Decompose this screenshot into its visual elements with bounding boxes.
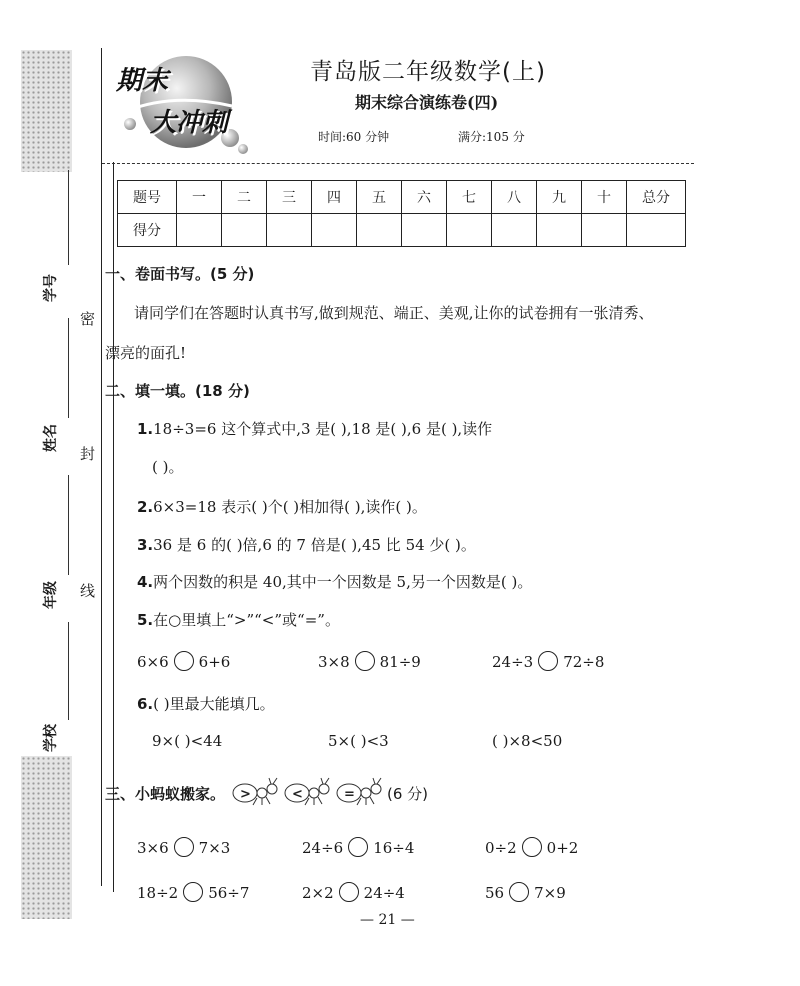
question-number: 5. [137, 611, 154, 629]
section-2-title: 二、填一填。(18 分) [105, 382, 250, 400]
compare-item [302, 882, 405, 902]
compare-right: 72÷8 [563, 653, 605, 671]
compare-right: 56÷7 [208, 884, 250, 902]
cell-score[interactable] [582, 214, 627, 247]
compare-left: 18÷2 [137, 884, 179, 902]
cell-header: 十 [582, 181, 627, 214]
cell-header: 一 [177, 181, 222, 214]
ant-icon-greater [231, 776, 283, 810]
margin-pattern-top [21, 50, 72, 172]
label-student-id: 学号 [43, 274, 59, 302]
question-text: ( )里最大能填几。 [153, 695, 275, 713]
compare-right: 16÷4 [373, 839, 415, 857]
compare-left: 2×2 [302, 884, 334, 902]
compare-left: 24÷6 [302, 839, 344, 857]
cell-score[interactable] [627, 214, 686, 247]
score-table-score-row [118, 214, 686, 247]
answer-circle[interactable] [348, 837, 368, 857]
blank-name[interactable] [68, 318, 69, 418]
compare-right: 24÷4 [363, 884, 405, 902]
cell-score[interactable] [177, 214, 222, 247]
cell-score[interactable] [447, 214, 492, 247]
cell-score[interactable] [492, 214, 537, 247]
question-6 [137, 693, 275, 714]
cell-score[interactable] [222, 214, 267, 247]
cell-score[interactable] [402, 214, 447, 247]
question-4 [137, 571, 532, 592]
score-table-header-row [118, 181, 686, 214]
blank-grade[interactable] [68, 475, 69, 575]
compare-right: 0+2 [546, 839, 579, 857]
compare-left: 6×6 [137, 653, 169, 671]
seal-char-feng: 封 [80, 445, 96, 463]
answer-circle[interactable] [509, 882, 529, 902]
question-text: 6×3=18 表示( )个( )相加得( ),读作( )。 [153, 498, 427, 516]
cell-header: 三 [267, 181, 312, 214]
compare-item [302, 837, 414, 857]
cell-header: 总分 [627, 181, 686, 214]
question-text: 在○里填上“>”“<”或“=”。 [153, 611, 340, 629]
compare-right: 7×3 [198, 839, 231, 857]
question-text: 36 是 6 的( )倍,6 的 7 倍是( ),45 比 54 少( )。 [153, 536, 476, 554]
ant-icon-equal [335, 776, 387, 810]
compare-left: 56 [485, 884, 505, 902]
section-3-score: (6 分) [387, 784, 429, 803]
compare-right: 7×9 [534, 884, 566, 902]
page-number: — 21 — [360, 912, 415, 928]
section-3-title: 三、小蚂蚁搬家。 [105, 784, 226, 803]
cell-score[interactable] [312, 214, 357, 247]
margin-pattern-bottom [21, 756, 72, 919]
exam-full-score: 满分:105 分 [458, 130, 525, 144]
compare-left: 3×6 [137, 839, 169, 857]
fill-item: ( )×8<50 [492, 732, 563, 750]
question-number: 4. [137, 573, 154, 591]
cell-header: 五 [357, 181, 402, 214]
label-name: 姓名 [43, 424, 59, 452]
cell-header: 九 [537, 181, 582, 214]
ant-sign: = [344, 787, 355, 802]
question-number: 1. [137, 420, 154, 438]
logo-text-1: 期末 [116, 66, 169, 96]
fill-item: 9×( )<44 [152, 732, 223, 750]
blank-student-id[interactable] [68, 170, 69, 265]
logo [112, 52, 262, 160]
compare-item [137, 651, 230, 671]
seal-char-mi: 密 [80, 310, 96, 328]
answer-circle[interactable] [183, 882, 203, 902]
cell-header: 四 [312, 181, 357, 214]
answer-circle[interactable] [339, 882, 359, 902]
compare-item [318, 651, 421, 671]
answer-circle[interactable] [522, 837, 542, 857]
logo-text-2: 大冲刺 [150, 108, 229, 138]
compare-item [485, 882, 566, 902]
ant-sign: < [292, 787, 303, 802]
page-subtitle: 期末综合演练卷(四) [355, 93, 499, 112]
compare-item [137, 882, 249, 902]
compare-item [137, 837, 230, 857]
exam-time: 时间:60 分钟 [318, 130, 390, 144]
answer-circle[interactable] [174, 837, 194, 857]
section-1-text-line2: 漂亮的面孔! [105, 344, 187, 362]
compare-left: 24÷3 [492, 653, 534, 671]
label-grade: 年级 [43, 581, 59, 609]
margin-rule-1 [101, 48, 102, 886]
cell-header: 二 [222, 181, 267, 214]
question-1 [137, 418, 492, 439]
score-table [117, 180, 686, 247]
question-text: 两个因数的积是 40,其中一个因数是 5,另一个因数是( )。 [153, 573, 533, 591]
cell-header: 六 [402, 181, 447, 214]
ant-icon-less [283, 776, 335, 810]
section-1-title: 一、卷面书写。(5 分) [105, 265, 255, 283]
header-divider [102, 163, 694, 164]
compare-right: 81÷9 [379, 653, 421, 671]
compare-right: 6+6 [198, 653, 231, 671]
question-3 [137, 534, 476, 555]
compare-item [485, 837, 578, 857]
question-text: 18÷3=6 这个算式中,3 是( ),18 是( ),6 是( ),读作 [153, 420, 493, 438]
fill-item: 5×( )<3 [328, 732, 389, 750]
cell-score[interactable] [357, 214, 402, 247]
cell-header: 八 [492, 181, 537, 214]
blank-school[interactable] [68, 622, 69, 720]
question-number: 3. [137, 536, 154, 554]
ant-sign: > [240, 787, 251, 802]
answer-circle[interactable] [538, 651, 558, 671]
cell-score[interactable] [537, 214, 582, 247]
compare-item [492, 651, 604, 671]
label-school: 学校 [43, 724, 59, 752]
seal-char-xian: 线 [80, 582, 96, 600]
section-3-title-row [105, 776, 428, 810]
answer-circle[interactable] [355, 651, 375, 671]
question-number: 2. [137, 498, 154, 516]
compare-left: 3×8 [318, 653, 350, 671]
question-1-continuation: ( )。 [152, 458, 184, 476]
cell-header: 题号 [118, 181, 177, 214]
cell-score-label: 得分 [118, 214, 177, 247]
question-5 [137, 609, 340, 630]
answer-circle[interactable] [174, 651, 194, 671]
cell-score[interactable] [267, 214, 312, 247]
cell-header: 七 [447, 181, 492, 214]
page-title: 青岛版二年级数学(上) [310, 59, 546, 85]
question-2 [137, 496, 427, 517]
section-1-text-line1: 请同学们在答题时认真书写,做到规范、端正、美观,让你的试卷拥有一张清秀、 [134, 304, 654, 322]
question-number: 6. [137, 695, 154, 713]
compare-left: 0÷2 [485, 839, 517, 857]
